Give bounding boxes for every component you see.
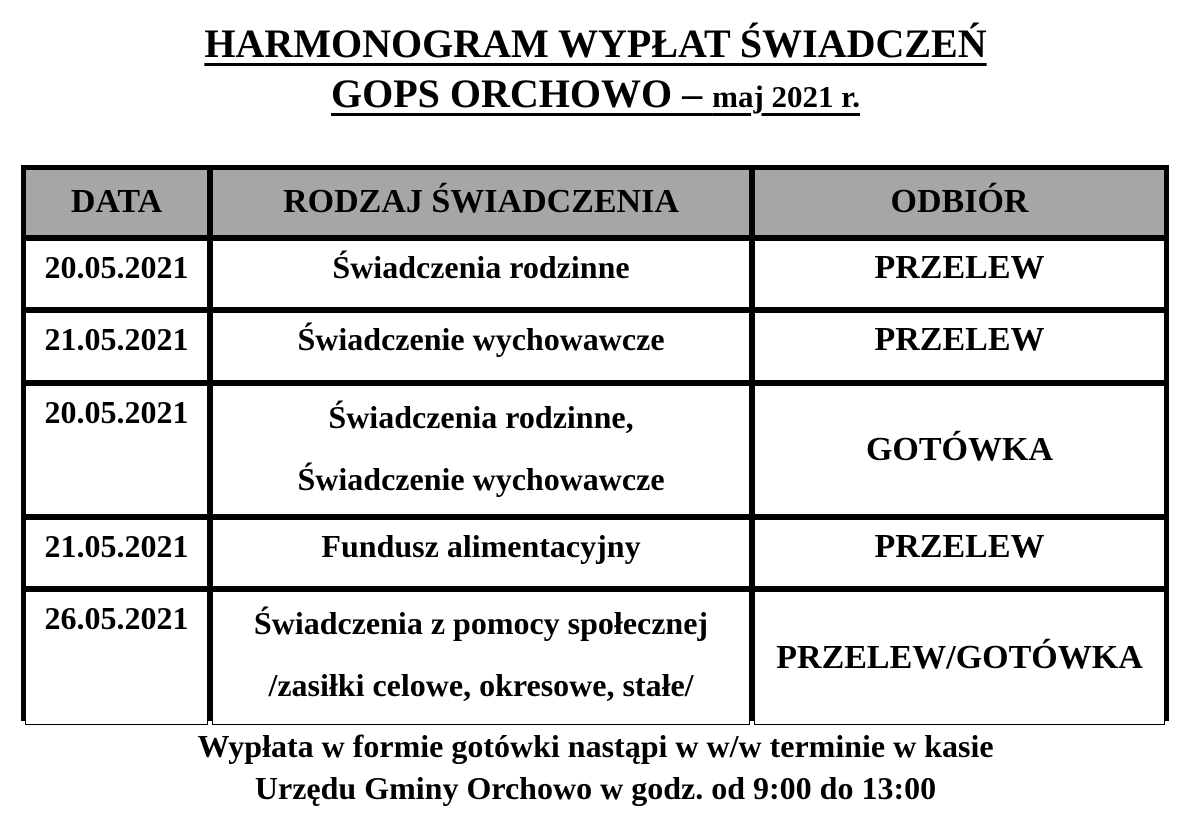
cell-pickup: PRZELEW	[754, 519, 1165, 587]
kind-line: Świadczenie wychowawcze	[297, 460, 665, 497]
kind-line: Świadczenia rodzinne,	[328, 398, 634, 435]
table-row	[25, 312, 1165, 380]
table-row	[25, 591, 1165, 725]
schedule-table	[21, 165, 1169, 729]
title-office: GOPS ORCHOWO –	[331, 71, 713, 116]
table-header-row	[25, 169, 1165, 236]
page-title	[0, 21, 1191, 66]
kind-line: Świadczenia z pomocy społecznej	[253, 605, 709, 642]
cell-pickup: PRZELEW	[754, 312, 1165, 380]
footer-note-line-1: Wypłata w formie gotówki nastąpi w w/w terminie w kasie	[197, 728, 994, 764]
kind-line: /zasiłki celowe, okresowe, stałe/	[268, 667, 694, 704]
cell-kind	[212, 312, 750, 380]
kind-line: Fundusz alimentacyjny	[321, 528, 641, 565]
column-header-kind: RODZAJ ŚWIADCZENIA	[212, 169, 750, 236]
cell-kind	[212, 591, 750, 725]
cell-pickup: PRZELEW	[754, 240, 1165, 308]
title-month: maj 2021 r.	[712, 79, 860, 114]
title-line-2	[331, 71, 860, 116]
column-header-pickup: ODBIÓR	[754, 169, 1165, 236]
cell-date: 20.05.2021	[25, 385, 208, 515]
cell-kind	[212, 519, 750, 587]
cell-pickup: GOTÓWKA	[754, 385, 1165, 515]
cell-kind	[212, 240, 750, 308]
cell-kind	[212, 385, 750, 515]
kind-line: Świadczenia rodzinne	[332, 249, 630, 285]
cell-date: 26.05.2021	[25, 591, 208, 725]
cell-date: 20.05.2021	[25, 240, 208, 308]
schedule-table-frame	[21, 165, 1169, 721]
table-row	[25, 240, 1165, 308]
title-line-1: HARMONOGRAM WYPŁAT ŚWIADCZEŃ	[204, 21, 987, 66]
column-header-date: DATA	[25, 169, 208, 236]
cell-date: 21.05.2021	[25, 519, 208, 587]
cell-date: 21.05.2021	[25, 312, 208, 380]
cell-pickup: PRZELEW/GOTÓWKA	[754, 591, 1165, 725]
footer-note-line-2: Urzędu Gminy Orchowo w godz. od 9:00 do 13:00	[254, 770, 937, 806]
page-subtitle	[0, 71, 1191, 116]
table-row	[25, 385, 1165, 515]
kind-line: Świadczenie wychowawcze	[297, 321, 665, 358]
table-row	[25, 519, 1165, 587]
